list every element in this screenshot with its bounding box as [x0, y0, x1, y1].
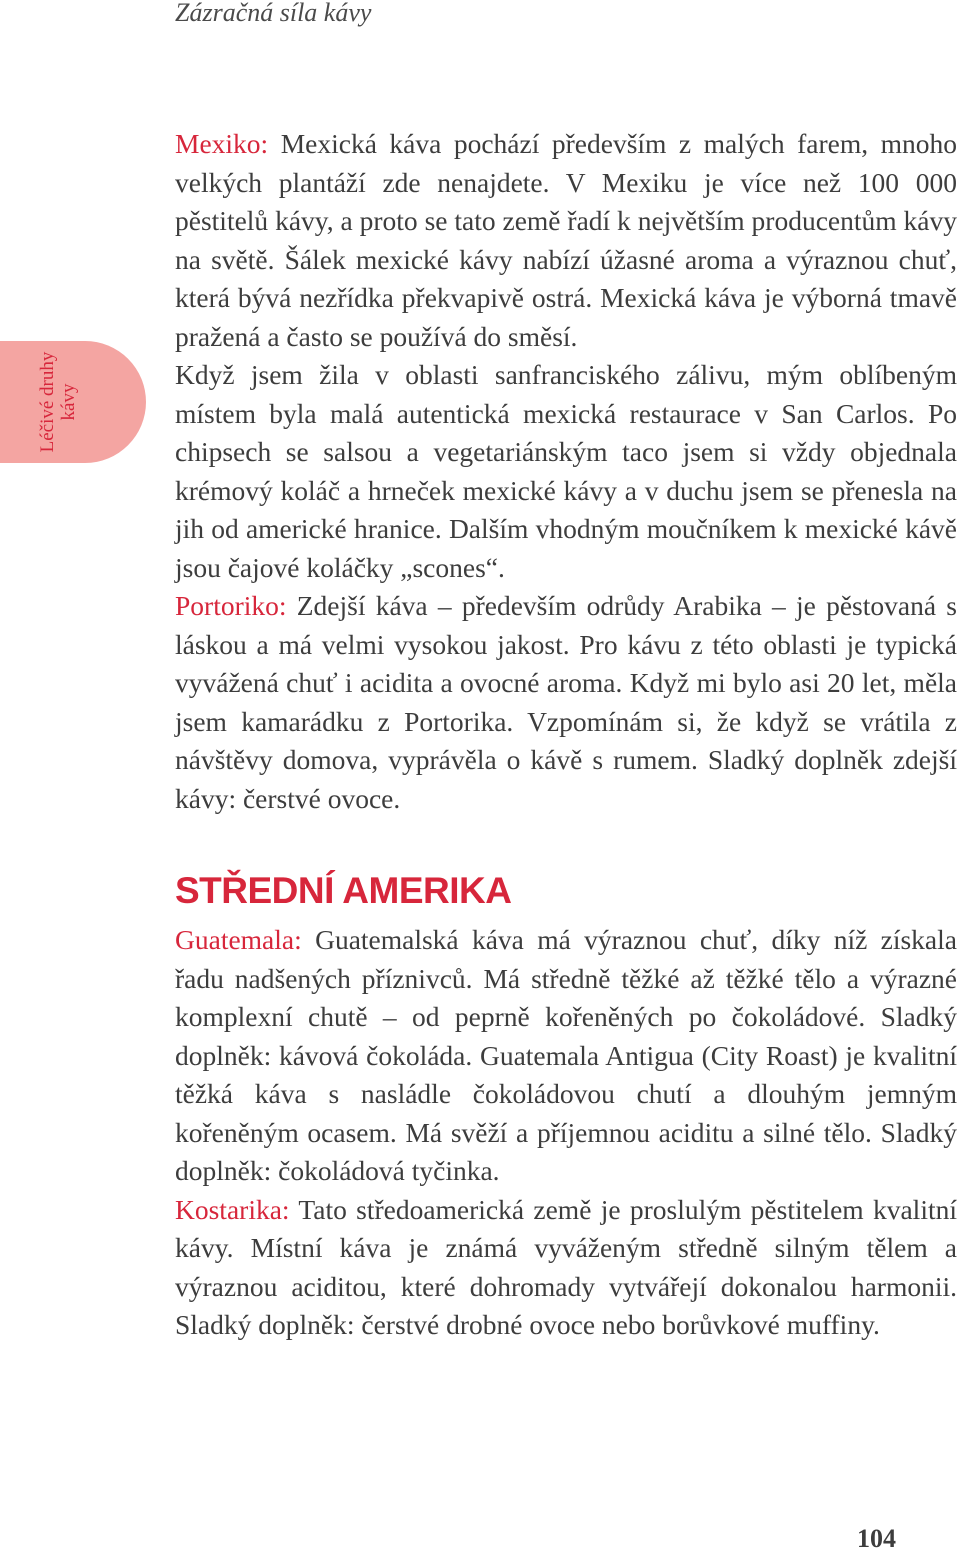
paragraph-kostarika	[175, 1191, 957, 1345]
paragraph-label: Mexiko:	[175, 128, 269, 159]
paragraph-text: Guatemalská káva má výraznou chuť, díky níž získala řadu nadšených příznivců. Má středně těžké až těžké tělo a výrazné komplexní chutě – od peprně kořeněných po čokoládové. Sladký doplněk: kávová čokoláda. Guatemala Antigua (City Roast) je kvalitní těžká káva s nasládle čokoládovou chutí a dlouhým jemným kořeněným ocasem. Má svěží a příjemnou aciditu a silné tělo. Sladký doplněk: čokoládová tyčinka.	[175, 924, 957, 1186]
paragraph-anecdote	[175, 356, 957, 587]
paragraph-portoriko	[175, 587, 957, 818]
paragraph-text: Když jsem žila v oblasti sanfranciského zálivu, mým oblíbeným místem byla malá autentická mexická restaurace v San Carlos. Po chipsech se salsou a vegetariánským taco jsem si vždy objednala krémový koláč a hrneček mexické kávy a v duchu jsem se přenesla na jih od americké hranice. Dalším vhodným moučníkem k mexické kávě jsou čajové koláčky „scones“.	[175, 359, 957, 583]
side-tab-line-2: kávy	[58, 383, 79, 421]
paragraph-label: Guatemala:	[175, 924, 302, 955]
main-text-column	[175, 125, 957, 1345]
running-header: Zázračná síla kávy	[175, 0, 372, 27]
paragraph-text: Mexická káva pochází především z malých farem, mnoho velkých plantáží zde nenajdete. V Mexiku je více než 100 000 pěstitelů kávy, a proto se tato země řadí k největším producentům kávy na světě. Šálek mexické kávy nabízí úžasné aroma a výraznou chuť, která bývá nezřídka překvapivě ostrá. Mexická káva je výborná tmavě pražená a často se používá do směsí.	[175, 128, 957, 352]
section-heading: STŘEDNÍ AMERIKA	[175, 870, 512, 911]
paragraph-text: Tato středoamerická země je proslulým pěstitelem kvalitní kávy. Místní káva je známá vyváženým středně silným tělem a výraznou aciditou, které dohromady vytvářejí dokonalou harmonii. Sladký doplněk: čerstvé drobné ovoce nebo borůvkové muffiny.	[175, 1193, 957, 1340]
paragraph-label: Kostarika:	[175, 1193, 290, 1225]
side-tab-line-1: Léčivé druhy	[37, 351, 58, 453]
paragraph-mexiko	[175, 125, 957, 356]
page-number: 104	[857, 1524, 896, 1553]
paragraph-text: Zdejší káva – především odrůdy Arabika – je pěstovaná s láskou a má velmi vysokou jakost. Pro kávu z této oblasti je typická vyvážená chuť i acidita a ovocné aroma. Když mi bylo asi 20 let, měla jsem kamarádku z Portorika. Vzpomínám si, že když se vrátila z návštěvy domova, vyprávěla o kávě s rumem. Sladký doplněk zdejší kávy: čerstvé ovoce.	[175, 590, 957, 814]
paragraph-label: Portoriko:	[175, 590, 287, 621]
chapter-side-tab-label	[37, 342, 79, 462]
paragraph-guatemala	[175, 921, 957, 1191]
